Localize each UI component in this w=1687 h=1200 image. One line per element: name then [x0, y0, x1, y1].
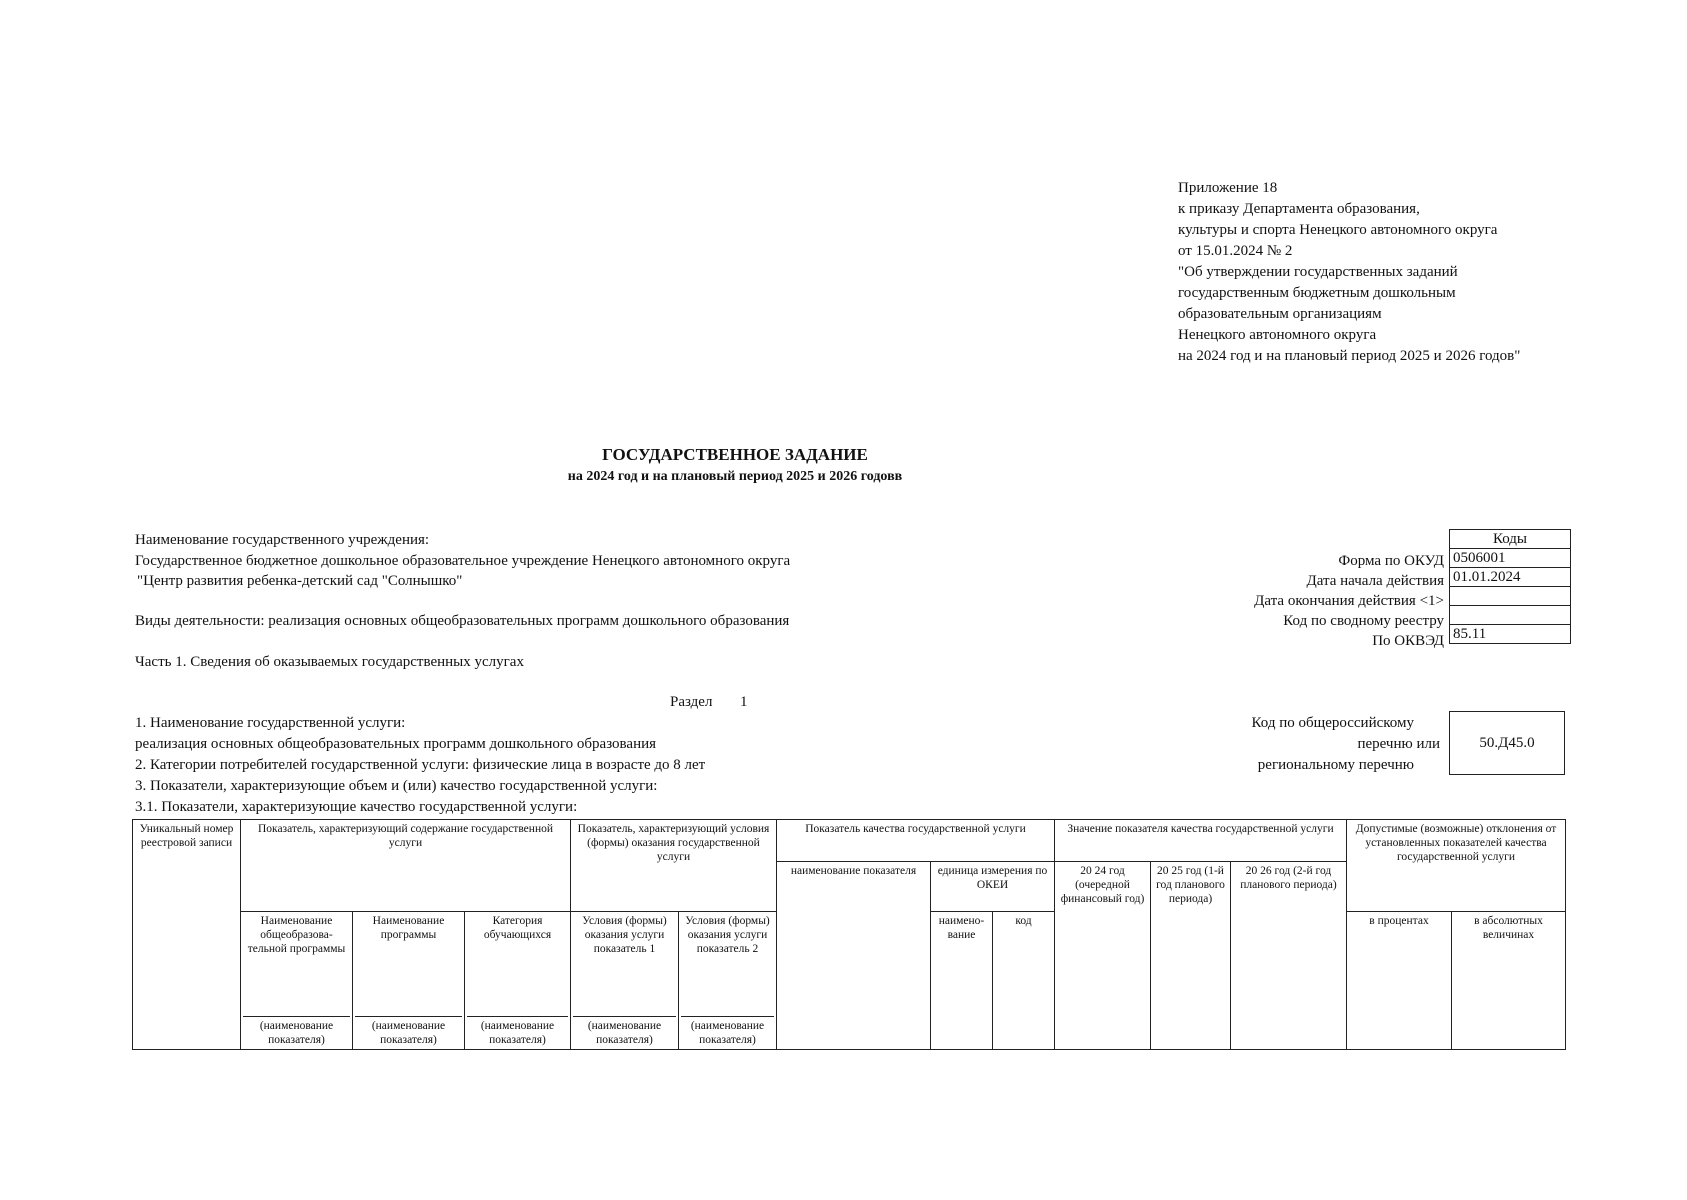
service-name-label: 1. Наименование государственной услуги:	[135, 715, 406, 731]
appendix-line: на 2024 год и на плановый период 2025 и 2026 годов"	[1178, 348, 1521, 364]
codes-label-okud: Форма по ОКУД	[1338, 553, 1444, 569]
header-unit-okei: единица измерения по ОКЕИ	[931, 862, 1055, 912]
code-end-date	[1450, 587, 1571, 606]
header-unique-number: Уникальный номер реестровой записи	[133, 820, 241, 1050]
sig-condition-1: (наименование показателя)	[571, 1014, 679, 1050]
col-absolute: в абсолютных величинах	[1452, 912, 1566, 1050]
part-heading: Часть 1. Сведения об оказываемых государственных услугах	[135, 654, 524, 670]
okpd-label-line1: Код по общероссийскому	[1251, 715, 1414, 731]
activity-line: Виды деятельности: реализация основных общеобразовательных программ дошкольного образования	[135, 613, 790, 629]
sig-program: (наименование показателя)	[353, 1014, 465, 1050]
sig-condition-2: (наименование показателя)	[679, 1014, 777, 1050]
code-okved: 85.11	[1450, 625, 1571, 644]
header-indicator-name: наименование показателя	[777, 862, 931, 1050]
document-title: ГОСУДАРСТВЕННОЕ ЗАДАНИЕ	[602, 445, 868, 464]
code-registry	[1450, 606, 1571, 625]
quality-indicators-heading: 3.1. Показатели, характеризующие качество государственной услуги:	[135, 799, 578, 815]
appendix-line: культуры и спорта Ненецкого автономного округа	[1178, 222, 1498, 238]
sig-program-name: (наименование показателя)	[241, 1014, 353, 1050]
header-year-2026: 20 26 год (2-й год планового периода)	[1231, 862, 1347, 1050]
codes-header: Коды	[1450, 530, 1571, 549]
col-program: Наименование программы	[353, 912, 465, 1014]
indicators-heading: 3. Показатели, характеризующие объем и (или) качество государственной услуги:	[135, 778, 658, 794]
appendix-line: к приказу Департамента образования,	[1178, 201, 1420, 217]
col-unit-name: наимено-вание	[931, 912, 993, 1050]
header-quality-indicator: Показатель качества государственной услуги	[777, 820, 1055, 862]
codes-table	[1449, 529, 1571, 644]
codes-label-end-date: Дата окончания действия <1>	[1254, 593, 1444, 609]
quality-indicators-table	[132, 819, 1566, 1050]
okpd-label-line2: перечню или	[1357, 736, 1440, 752]
col-condition-1: Условия (формы) оказания услуги показатель 1	[571, 912, 679, 1014]
header-indicator-value: Значение показателя качества государственной услуги	[1055, 820, 1347, 862]
appendix-line: Ненецкого автономного округа	[1178, 327, 1377, 343]
code-okud: 0506001	[1450, 549, 1571, 568]
codes-label-registry: Код по сводному реестру	[1283, 613, 1444, 629]
section-number: 1	[740, 694, 748, 710]
codes-label-okved: По ОКВЭД	[1372, 633, 1444, 649]
col-percent: в процентах	[1347, 912, 1452, 1050]
col-unit-code: код	[993, 912, 1055, 1050]
codes-label-start-date: Дата начала действия	[1306, 573, 1444, 589]
section-label: Раздел	[670, 694, 713, 710]
service-name-value: реализация основных общеобразовательных программ дошкольного образования	[135, 736, 657, 752]
appendix-line: "Об утверждении государственных заданий	[1178, 264, 1458, 280]
appendix-line: Приложение 18	[1178, 180, 1278, 196]
header-content-indicator: Показатель, характеризующий содержание государственной услуги	[241, 820, 571, 912]
document-subtitle: на 2024 год и на плановый период 2025 и 2026 годовв	[567, 469, 903, 484]
header-year-2025: 20 25 год (1-й год планового периода)	[1151, 862, 1231, 1050]
appendix-line: государственным бюджетным дошкольным	[1178, 285, 1456, 301]
header-deviation: Допустимые (возможные) отклонения от установленных показателей качества государственной услуги	[1347, 820, 1566, 912]
appendix-line: от 15.01.2024 № 2	[1178, 243, 1293, 259]
code-start-date: 01.01.2024	[1450, 568, 1571, 587]
header-year-2024: 20 24 год (очередной финансовый год)	[1055, 862, 1151, 1050]
col-program-name: Наименование общеобразова-тельной программы	[241, 912, 353, 1014]
okpd-label-line3: региональному перечню	[1257, 757, 1414, 773]
col-student-category: Категория обучающихся	[465, 912, 571, 1014]
institution-label: Наименование государственного учреждения:	[135, 532, 430, 548]
sig-student-category: (наименование показателя)	[465, 1014, 571, 1050]
header-conditions-indicator: Показатель, характеризующий условия (формы) оказания государственной услуги	[571, 820, 777, 912]
institution-name-line2: "Центр развития ребенка-детский сад "Солнышко"	[137, 573, 463, 589]
institution-name-line1: Государственное бюджетное дошкольное образовательное учреждение Ненецкого автономного округа	[135, 553, 791, 569]
okpd-code-box: 50.Д45.0	[1449, 711, 1565, 775]
consumer-category: 2. Категории потребителей государственной услуги: физические лица в возрасте до 8 лет	[135, 757, 706, 773]
col-condition-2: Условия (формы) оказания услуги показатель 2	[679, 912, 777, 1014]
appendix-block	[1178, 178, 1520, 367]
appendix-line: образовательным организациям	[1178, 306, 1382, 322]
